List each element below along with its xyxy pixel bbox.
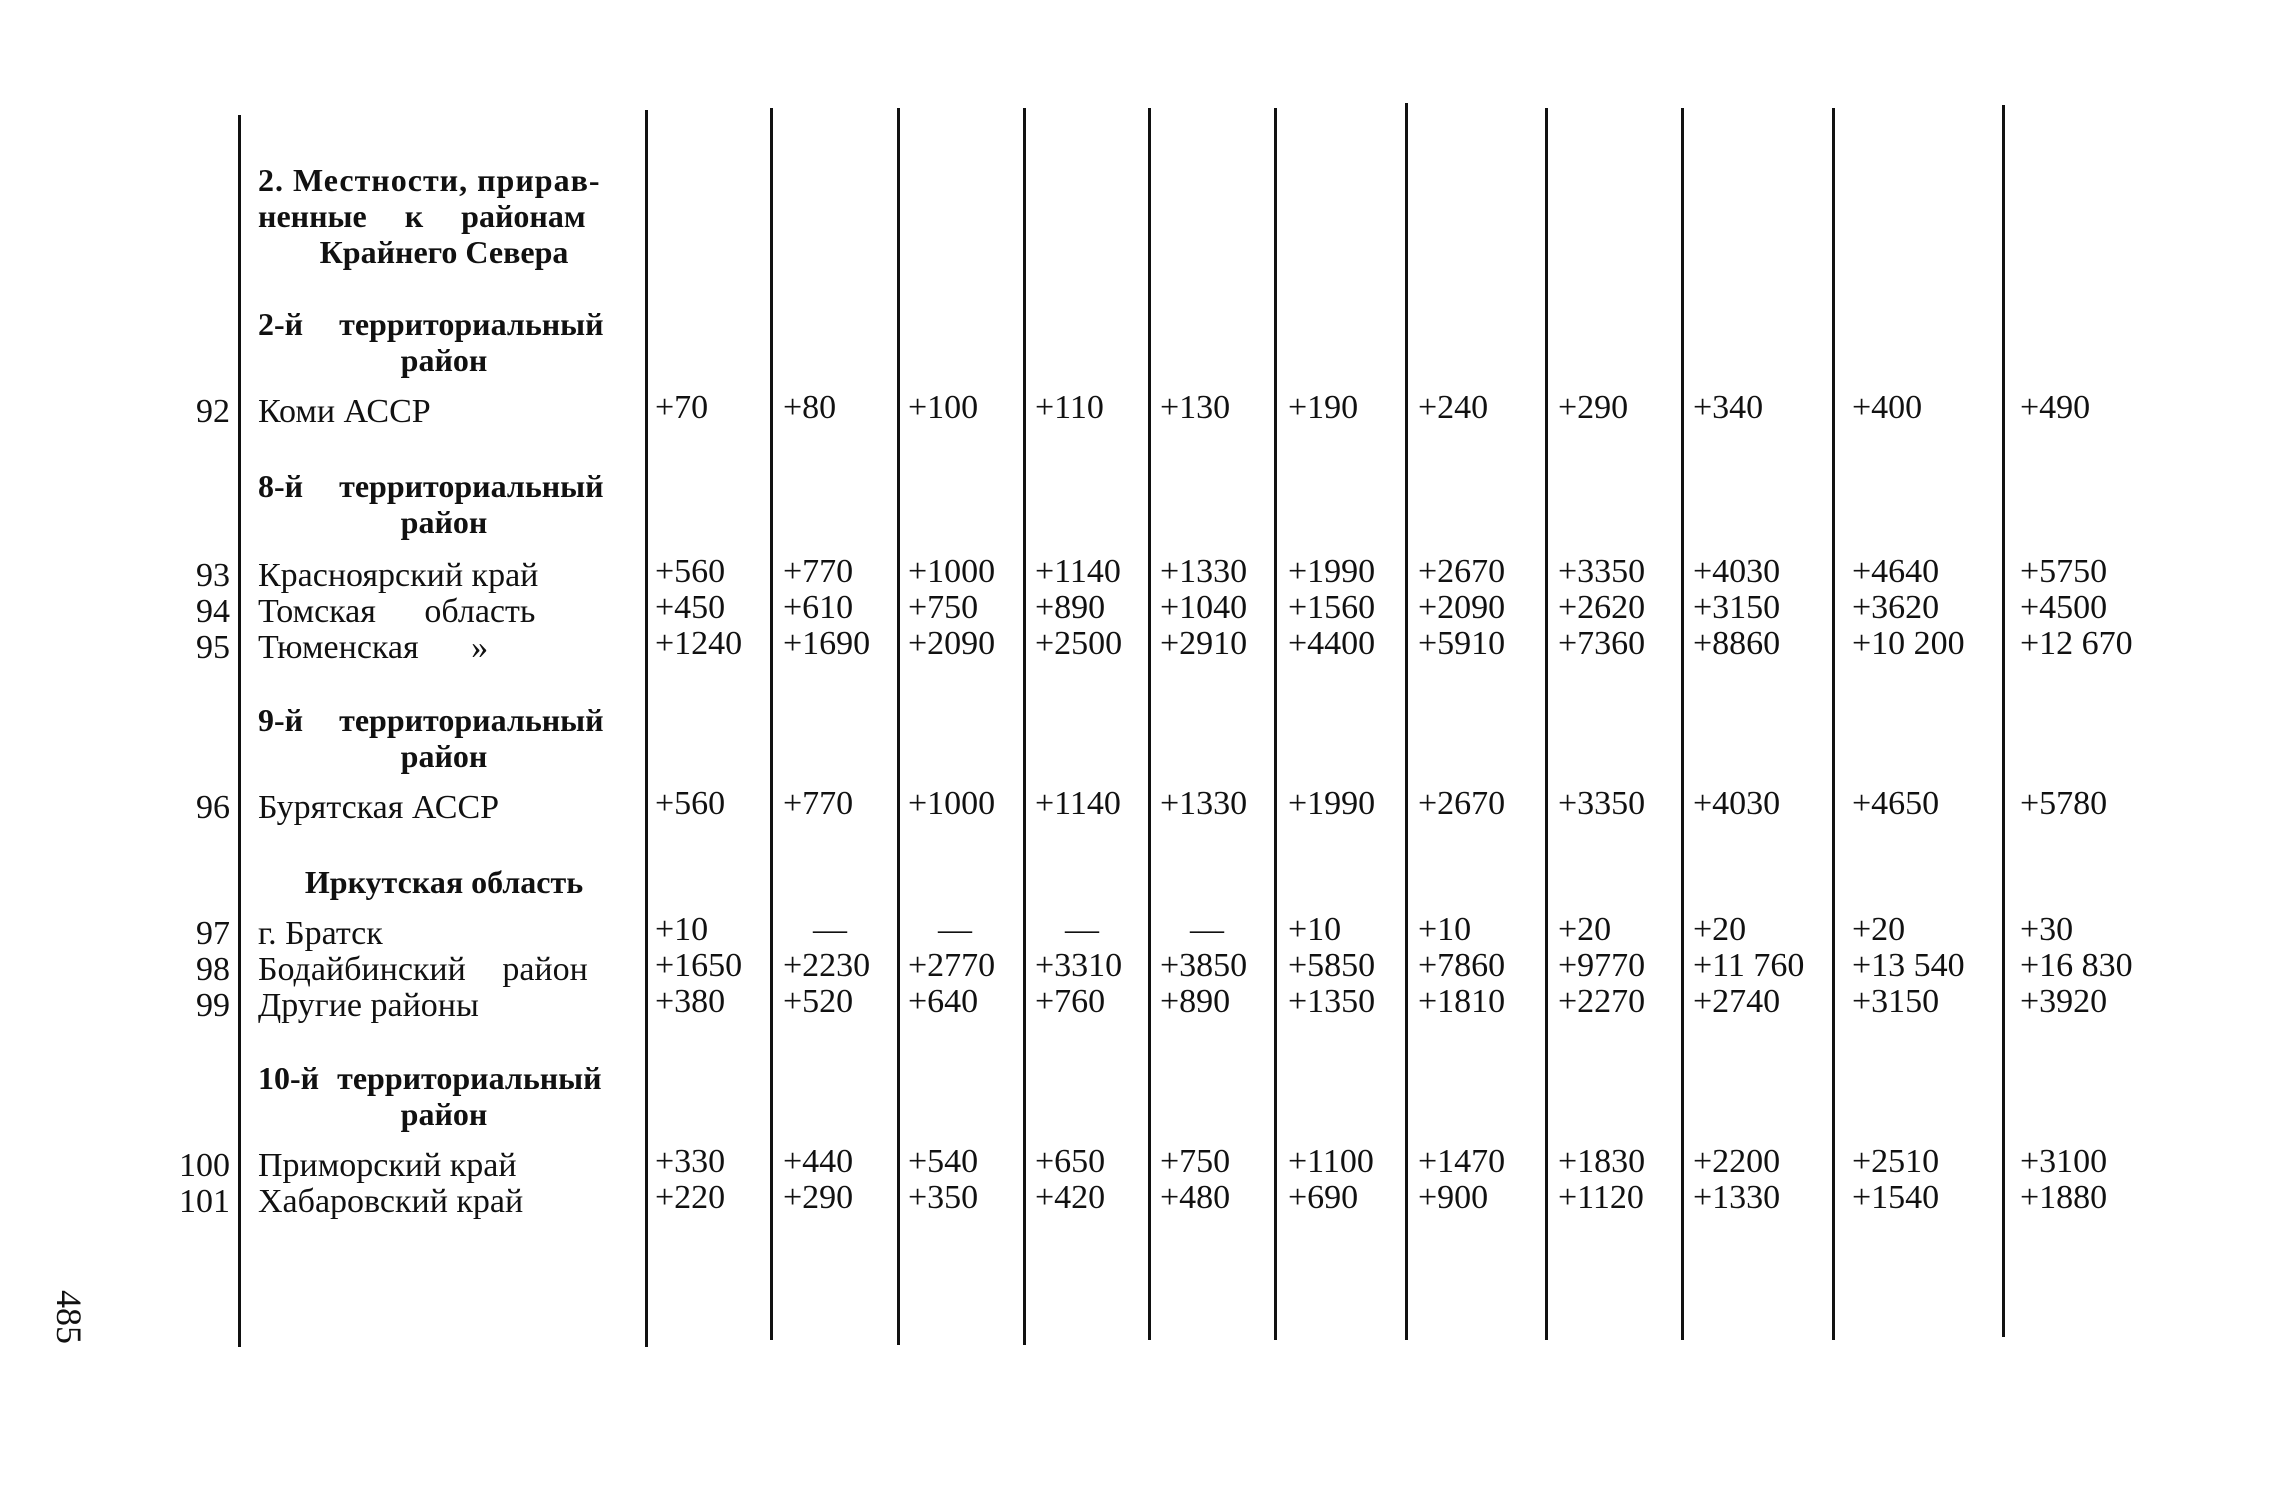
row-number: 92 — [196, 393, 230, 430]
value-cell: +1810 — [1418, 983, 1506, 1020]
value-cell: +10 — [655, 911, 709, 948]
value-cell: +8860 — [1693, 625, 1781, 662]
value-cell: +4030 — [1693, 553, 1781, 590]
value-cell: +20 — [1693, 911, 1747, 948]
value-cell: +560 — [655, 785, 726, 822]
value-cell: +11 760 — [1693, 947, 1805, 984]
value-cell: +7860 — [1418, 947, 1506, 984]
group-heading — [258, 1060, 630, 1132]
value-cell: +440 — [783, 1143, 854, 1180]
value-cell: +4400 — [1288, 625, 1376, 662]
row-number: 94 — [196, 593, 230, 630]
value-cell: +7360 — [1558, 625, 1646, 662]
group-heading-line-2: район — [400, 342, 488, 378]
row-number: 96 — [196, 789, 230, 826]
row-number: 100 — [179, 1147, 230, 1184]
value-cell: +1330 — [1160, 785, 1248, 822]
value-cell: +130 — [1160, 389, 1231, 426]
value-cell: +10 — [1418, 911, 1472, 948]
value-cell: +770 — [783, 553, 854, 590]
value-cell: +1540 — [1852, 1179, 1940, 1216]
value-cell: +70 — [655, 389, 709, 426]
value-cell: +4640 — [1852, 553, 1940, 590]
value-cell: +1650 — [655, 947, 743, 984]
value-cell: +2500 — [1035, 625, 1123, 662]
value-cell: +3310 — [1035, 947, 1123, 984]
rule-col10 — [1832, 108, 1835, 1340]
rule-col7 — [1405, 103, 1408, 1340]
value-cell: +340 — [1693, 389, 1764, 426]
value-cell: +3150 — [1852, 983, 1940, 1020]
value-cell: +1990 — [1288, 785, 1376, 822]
group-heading — [258, 468, 630, 540]
rule-col1 — [645, 110, 648, 1347]
value-cell: — — [813, 911, 847, 948]
value-cell: +640 — [908, 983, 979, 1020]
value-cell: +2770 — [908, 947, 996, 984]
value-cell: +3100 — [2020, 1143, 2108, 1180]
page-number: 485 — [49, 1290, 89, 1344]
value-cell: +350 — [908, 1179, 979, 1216]
value-cell: +2090 — [1418, 589, 1506, 626]
row-name: Тюменская » — [258, 629, 489, 666]
value-cell: +1690 — [783, 625, 871, 662]
value-cell: +1000 — [908, 785, 996, 822]
value-cell: +750 — [908, 589, 979, 626]
section-title-line-1: 2. Местности, прирав- — [258, 162, 601, 198]
value-cell: +2200 — [1693, 1143, 1781, 1180]
rule-col6 — [1274, 108, 1277, 1340]
value-cell: — — [1065, 911, 1099, 948]
value-cell: +2910 — [1160, 625, 1248, 662]
value-cell: +2620 — [1558, 589, 1646, 626]
value-cell: +400 — [1852, 389, 1923, 426]
value-cell: +2510 — [1852, 1143, 1940, 1180]
value-cell: +1100 — [1288, 1143, 1374, 1180]
group-heading-line-2: район — [400, 738, 488, 774]
value-cell: +5910 — [1418, 625, 1506, 662]
section-title-line-2: ненные к районам — [258, 198, 586, 234]
value-cell: +2670 — [1418, 785, 1506, 822]
value-cell: +1990 — [1288, 553, 1376, 590]
value-cell: +13 540 — [1852, 947, 1965, 984]
value-cell: +9770 — [1558, 947, 1646, 984]
group-heading — [258, 306, 630, 378]
rule-col4 — [1023, 108, 1026, 1345]
row-name: Хабаровский край — [258, 1183, 524, 1220]
group-heading-line-2: район — [400, 504, 488, 540]
row-name: Томская область — [258, 593, 536, 630]
value-cell: +1880 — [2020, 1179, 2108, 1216]
value-cell: +220 — [655, 1179, 726, 1216]
value-cell: +1470 — [1418, 1143, 1506, 1180]
value-cell: +4650 — [1852, 785, 1940, 822]
value-cell: +1560 — [1288, 589, 1376, 626]
value-cell: +110 — [1035, 389, 1104, 426]
value-cell: +240 — [1418, 389, 1489, 426]
value-cell: +5850 — [1288, 947, 1376, 984]
value-cell: +760 — [1035, 983, 1106, 1020]
row-name: Приморский край — [258, 1147, 517, 1184]
group-heading: Иркутская область — [304, 864, 584, 900]
value-cell: +1140 — [1035, 785, 1121, 822]
rule-col5 — [1148, 108, 1151, 1340]
value-cell: +4030 — [1693, 785, 1781, 822]
value-cell: +560 — [655, 553, 726, 590]
value-cell: +1830 — [1558, 1143, 1646, 1180]
value-cell: +5780 — [2020, 785, 2108, 822]
value-cell: +540 — [908, 1143, 979, 1180]
rule-col11 — [2002, 105, 2005, 1337]
value-cell: +890 — [1160, 983, 1231, 1020]
rule-col9 — [1681, 108, 1684, 1340]
value-cell: +1240 — [655, 625, 743, 662]
value-cell: +1330 — [1693, 1179, 1781, 1216]
value-cell: +12 670 — [2020, 625, 2133, 662]
group-heading-line-1: 8-й территориальный — [258, 468, 604, 504]
value-cell: +890 — [1035, 589, 1106, 626]
value-cell: +3920 — [2020, 983, 2108, 1020]
value-cell: +490 — [2020, 389, 2091, 426]
value-cell: — — [1190, 911, 1224, 948]
rule-col2 — [770, 108, 773, 1340]
value-cell: +20 — [1558, 911, 1612, 948]
value-cell: +420 — [1035, 1179, 1106, 1216]
row-number: 99 — [196, 987, 230, 1024]
value-cell: +3350 — [1558, 785, 1646, 822]
row-name: г. Братск — [258, 915, 383, 952]
value-cell: +750 — [1160, 1143, 1231, 1180]
value-cell: +10 — [1288, 911, 1342, 948]
value-cell: +30 — [2020, 911, 2074, 948]
row-name: Коми АССР — [258, 393, 431, 430]
value-cell: +10 200 — [1852, 625, 1965, 662]
value-cell: +2230 — [783, 947, 871, 984]
row-name: Бодайбинский район — [258, 951, 588, 988]
value-cell: +690 — [1288, 1179, 1359, 1216]
value-cell: +330 — [655, 1143, 726, 1180]
value-cell: +290 — [783, 1179, 854, 1216]
value-cell: +380 — [655, 983, 726, 1020]
group-heading-line-1: 9-й территориальный — [258, 702, 604, 738]
section-title — [258, 162, 630, 270]
row-name: Красноярский край — [258, 557, 539, 594]
value-cell: +190 — [1288, 389, 1359, 426]
value-cell: — — [938, 911, 972, 948]
rule-col3 — [897, 108, 900, 1345]
row-number: 95 — [196, 629, 230, 666]
value-cell: +2270 — [1558, 983, 1646, 1020]
value-cell: +2740 — [1693, 983, 1781, 1020]
value-cell: +3350 — [1558, 553, 1646, 590]
section-title-line-3: Крайнего Севера — [319, 234, 569, 270]
row-number: 97 — [196, 915, 230, 952]
row-number: 101 — [179, 1183, 230, 1220]
value-cell: +2670 — [1418, 553, 1506, 590]
value-cell: +520 — [783, 983, 854, 1020]
value-cell: +100 — [908, 389, 979, 426]
value-cell: +4500 — [2020, 589, 2108, 626]
group-heading-line-1: 2-й территориальный — [258, 306, 604, 342]
row-name: Бурятская АССР — [258, 789, 500, 826]
value-cell: +20 — [1852, 911, 1906, 948]
value-cell: +290 — [1558, 389, 1629, 426]
row-number: 98 — [196, 951, 230, 988]
value-cell: +3150 — [1693, 589, 1781, 626]
value-cell: +1120 — [1558, 1179, 1644, 1216]
value-cell: +480 — [1160, 1179, 1231, 1216]
value-cell: +610 — [783, 589, 854, 626]
value-cell: +650 — [1035, 1143, 1106, 1180]
value-cell: +450 — [655, 589, 726, 626]
value-cell: +1000 — [908, 553, 996, 590]
row-name: Другие районы — [258, 987, 479, 1024]
group-heading-line-2: район — [400, 1096, 488, 1132]
group-heading-line-1: 10-й территориальный — [258, 1060, 602, 1096]
value-cell: +3850 — [1160, 947, 1248, 984]
value-cell: +1040 — [1160, 589, 1248, 626]
value-cell: +5750 — [2020, 553, 2108, 590]
value-cell: +80 — [783, 389, 837, 426]
value-cell: +1330 — [1160, 553, 1248, 590]
group-heading — [258, 702, 630, 774]
value-cell: +2090 — [908, 625, 996, 662]
value-cell: +1140 — [1035, 553, 1121, 590]
value-cell: +770 — [783, 785, 854, 822]
value-cell: +900 — [1418, 1179, 1489, 1216]
value-cell: +16 830 — [2020, 947, 2133, 984]
value-cell: +3620 — [1852, 589, 1940, 626]
rule-left — [238, 115, 241, 1347]
value-cell: +1350 — [1288, 983, 1376, 1020]
rule-col8 — [1545, 108, 1548, 1340]
row-number: 93 — [196, 557, 230, 594]
